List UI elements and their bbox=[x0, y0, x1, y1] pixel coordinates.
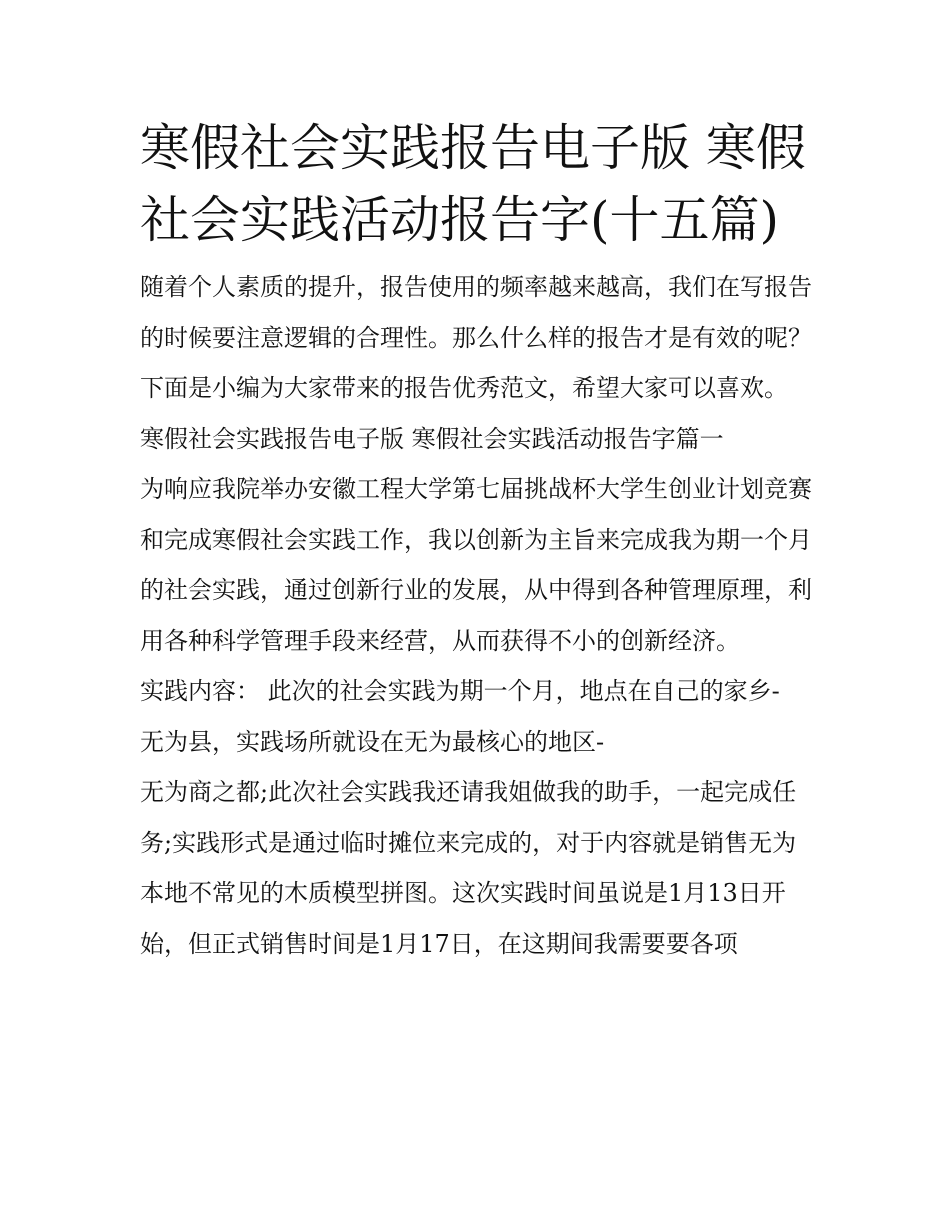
intro-paragraph: 随着个人素质的提升，报告使用的频率越来越高，我们在写报告的时候要注意逻辑的合理性。那么什么样的报告才是有效的呢？下面是小编为大家带来的报告优秀范文，希望大家可以喜欢。 bbox=[140, 273, 812, 402]
body-paragraph: 无为商之都;此次社会实践我还请我姐做我的助手，一起完成任务;实践形式是通过临时摊位来完成的，对于内容就是销售无为本地不常见的木质模型拼图。这次实践时间虽说是1月13日开始，但正式销售时间是1月17日，在这期间我需要要各项 bbox=[140, 778, 797, 958]
body-paragraph: 实践内容： 此次的社会实践为期一个月，地点在自己的家乡- bbox=[140, 677, 780, 705]
document-page bbox=[140, 112, 815, 969]
body-paragraph: 无为县，实践场所就设在无为最核心的地区- bbox=[140, 727, 605, 756]
body-paragraph: 为响应我院举办安徽工程大学第七届挑战杯大学生创业计划竞赛和完成寒假社会实践工作，我以创新为主旨来完成我为期一个月的社会实践，通过创新行业的发展，从中得到各种管理原理，利用各种科学管理手段来经营，从而获得不小的创新经济。 bbox=[140, 475, 812, 655]
section-heading: 寒假社会实践报告电子版 寒假社会实践活动报告字篇一 bbox=[140, 424, 724, 453]
document-title: 寒假社会实践报告电子版 寒假社会实践活动报告字(十五篇) bbox=[140, 119, 806, 249]
